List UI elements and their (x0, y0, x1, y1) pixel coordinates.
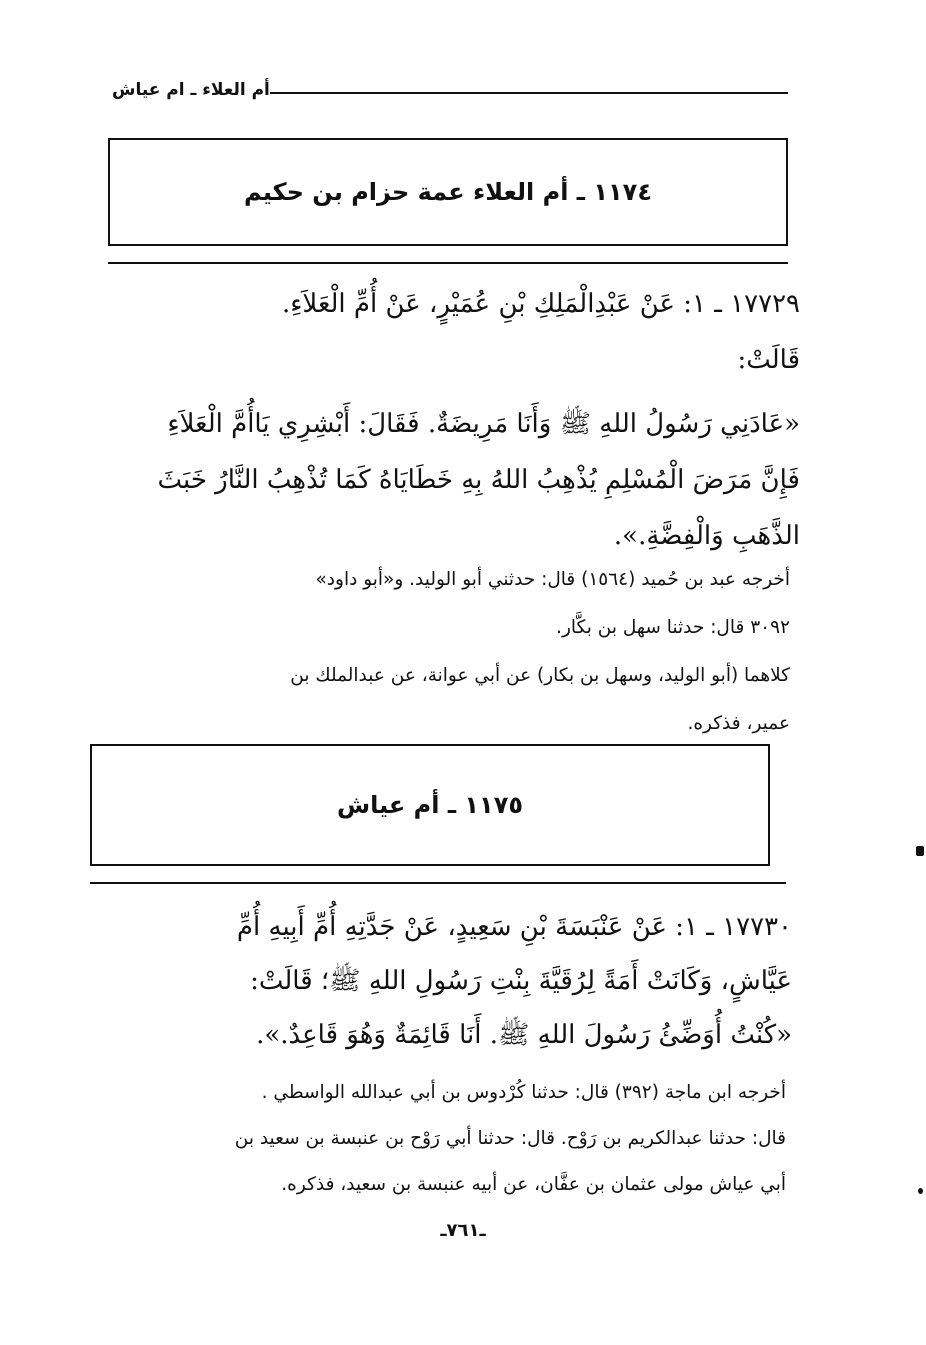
hadith-line: قَالَتْ: (737, 345, 800, 375)
takhrij-line: عمير، فذكره. (687, 713, 790, 734)
chapter-heading-box (90, 744, 770, 866)
hadith-line: الذَّهَبِ وَالْفِضَّةِ.». (613, 521, 800, 551)
hadith-line: «كُنْتُ أُوَضِّئُ رَسُولَ اللهِ ﷺ. أَنَا قَائِمَةٌ وَهُوَ قَاعِدٌ.». (256, 1020, 792, 1050)
hadith-text (92, 900, 792, 1062)
takhrij-line: ٣٠٩٢ قال: حدثنا سهل بن بكَّار. (556, 617, 790, 638)
takhrij-line: كلاهما (أبو الوليد، وسهل بن بكار) عن أبي عوانة، عن عبدالملك بن (290, 665, 790, 686)
scan-mark (918, 1188, 923, 1194)
chapter-heading-box (108, 138, 788, 246)
hadith-line: ١٧٧٢٩ ـ ١: عَنْ عَبْدِالْمَلِكِ بْنِ عُمَيْرٍ، عَنْ أُمِّ الْعَلاَءِ. (281, 289, 800, 319)
scan-mark (916, 846, 924, 856)
running-head-rule (270, 92, 788, 94)
hadith-line: فَإِنَّ مَرَضَ الْمُسْلِمِ يُذْهِبُ اللهُ بِهِ خَطَايَاهُ كَمَا تُذْهِبُ النَّارُ خَبَثَ (157, 465, 800, 495)
takhrij-note (90, 1070, 786, 1208)
chapter-heading: ١١٧٥ ـ أم عياش (337, 791, 523, 819)
hadith-line: عَيَّاشٍ، وَكَانَتْ أَمَةً لِرُقَيَّةَ بِنْتِ رَسُولِ اللهِ ﷺ؛ قَالَتْ: (250, 966, 792, 996)
chapter-heading: ١١٧٤ ـ أم العلاء عمة حزام بن حكيم (244, 178, 652, 206)
section-divider (108, 262, 788, 264)
takhrij-line: أبي عياش مولى عثمان بن عفَّان، عن أبيه عنبسة بن سعيد، فذكره. (281, 1174, 786, 1195)
takhrij-line: قال: حدثنا عبدالكريم بن رَوْح. قال: حدثنا أبي رَوْح بن عنبسة بن سعيد بن (234, 1128, 786, 1149)
takhrij-note (100, 556, 790, 748)
hadith-line: ١٧٧٣٠ ـ ١: عَنْ عَنْبَسَةَ بْنِ سَعِيدٍ، عَنْ جَدَّتِهِ أُمِّ أَبِيهِ أُمِّ (236, 912, 792, 942)
hadith-text (100, 276, 800, 564)
running-head (104, 70, 788, 100)
section-divider (90, 882, 786, 884)
takhrij-line: أخرجه عبد بن حُميد (١٥٦٤) قال: حدثني أبو الوليد. و«أبو داود» (315, 569, 790, 590)
takhrij-line: أخرجه ابن ماجة (٣٩٢) قال: حدثنا كُرْدوس بن أبي عبدالله الواسطي . (261, 1082, 786, 1103)
hadith-line: «عَادَنِي رَسُولُ اللهِ ﷺ وَأَنَا مَرِيضَةٌ. فَقَالَ: أَبْشِرِي يَاأُمَّ الْعَلاَءِ (167, 409, 800, 439)
page-number: ـ٧٦١ـ (440, 1220, 486, 1241)
running-head-title: أم العلاء ـ ام عياش (112, 80, 270, 100)
